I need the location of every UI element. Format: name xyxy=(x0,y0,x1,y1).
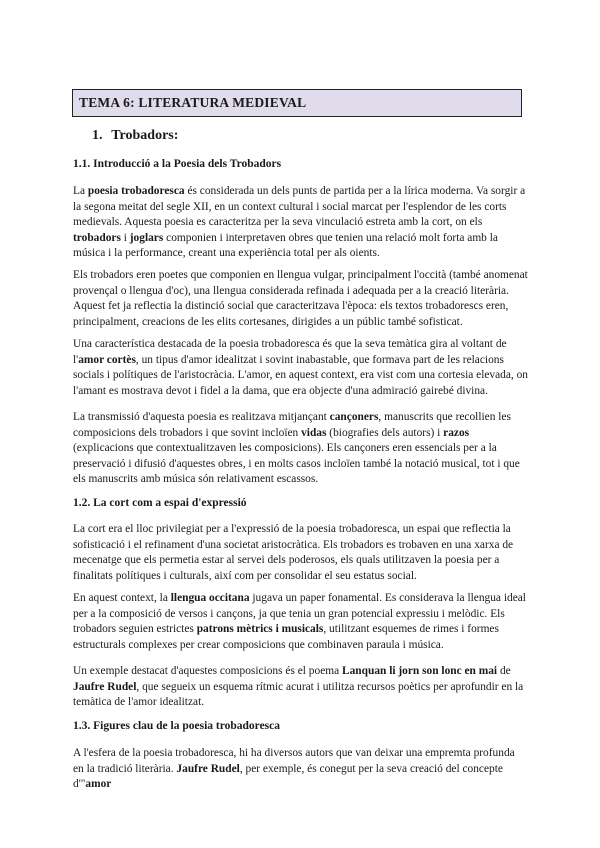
section-number: 1. xyxy=(92,128,103,143)
text-run: , per exemple, és conegut per la seva creació del concepte d'" xyxy=(73,762,503,791)
subheading-figures: 1.3. Figures clau de la poesia trobadoresca xyxy=(73,720,280,732)
text-run: , utilitzant esquemes de rimes i formes estructurals complexes per crear composicions que combinaven paraula i música. xyxy=(73,623,499,651)
subheading-court: 1.2. La cort com a espai d'expressió xyxy=(73,497,247,509)
text-run: , un tipus d'amor idealitzat i sovint inabastable, que formava part de les relacions socials i polítiques de l'aristocràcia. L'amor, en aquest context, era vist com una cortesia elevada, on l'amant es mostrava devot i fidel a la dama, que era objecte d'una admiració gairebé divina. xyxy=(73,353,528,397)
text-run: (biografies dels autors) i xyxy=(326,426,444,439)
topic-title-box xyxy=(72,89,522,117)
bold-term: razos xyxy=(443,426,470,439)
bold-term: patrons mètrics i musicals xyxy=(196,623,324,636)
paragraph-4 xyxy=(73,410,528,488)
bold-term: vidas xyxy=(301,426,327,439)
text-run: componien i interpretaven obres que tenien una relació molt forta amb la música i la performance, creant una experiència total per als oients. xyxy=(73,231,498,260)
bold-term: llengua occitana xyxy=(170,592,250,604)
text-run: , que segueix un esquema rítmic acurat i utilitza recursos poètics per aprofundir en la temàtica de l'amor idealitzat. xyxy=(73,680,524,709)
text-run: La cort era el lloc privilegiat per a l'expressió de la poesia trobadoresca, un espai que reflectia la sofisticació i el refinament d'una societat aristocràtica. Els trobadors es trobaven en una xarxa de mecenatge que els permetia estar al servei dels poderosos, els quals utilitzaven la poesia per a finalitats polítiques i culturals, així com per consolidar el seu estatus social. xyxy=(73,523,514,582)
topic-title: TEMA 6: LITERATURA MEDIEVAL xyxy=(79,95,307,110)
paragraph-6 xyxy=(73,591,528,653)
paragraph-2 xyxy=(73,268,528,330)
text-run: La xyxy=(73,185,88,197)
text-run: , manuscrits que recollien les composicions dels trobadors i que sovint incloïen xyxy=(73,411,511,439)
text-run: Una característica destacada de la poesia trobadoresca és que la seva temàtica gira al voltant de l' xyxy=(73,338,507,366)
bold-term: joglars xyxy=(129,231,164,244)
bold-term: Jaufre Rudel xyxy=(176,762,240,775)
text-run: és considerada un dels punts de partida per a la lírica moderna. Va sorgir a la segona meitat del segle XII, en un context cultural i social marcat per l'esplendor de les corts medievals. Aquesta poesia es caracteritza per la seva vinculació estreta amb la cort, on els xyxy=(73,185,526,229)
paragraph-3 xyxy=(73,337,528,399)
text-run: Els trobadors eren poetes que componien en llengua vulgar, principalment l'occità (també anomenat provençal o llengua d'oc), una llengua considerada refinada i adequada per a la creació literària. Aquest fet ja reflectia la distinció social que caracteritzava l'època: els textos trobadorescs eren, principalment, creacions de les elits cortesanes, dirigides a un públic també sofisticat. xyxy=(73,269,528,328)
bold-term: amor xyxy=(85,778,112,791)
text-run: En aquest context, la xyxy=(73,592,171,604)
text-run: jugava un paper fonamental. Es considerava la llengua ideal per a la composició de versos i cançons, ja que tenia un gran potencial expressiu i melòdic. Els trobadors seguien estrictes xyxy=(73,592,526,636)
section-label: Trobadors: xyxy=(111,128,179,143)
text-run: de xyxy=(497,665,511,677)
text-run: A l'esfera de la poesia trobadoresca, hi ha diversos autors que van deixar una empremta profunda en la tradició literària. xyxy=(73,747,515,775)
section-heading-trobadors xyxy=(92,128,178,144)
paragraph-7 xyxy=(73,664,528,711)
bold-term: Jaufre Rudel xyxy=(73,680,137,693)
text-run: Un exemple destacat d'aquestes composicions és el poema xyxy=(73,665,343,677)
bold-term: Lanquan li jorn son lonc en mai xyxy=(342,665,498,677)
bold-term: poesia trobadoresca xyxy=(87,185,185,197)
paragraph-5 xyxy=(73,522,528,584)
text-run: (explicacions que contextualitzaven les composicions). Els cançoners eren essencials per a la preservació i difusió d'aquestes obres, i en molts casos incloïen també la notació musical, tot i que els manuscrits amb música són relativament escassos. xyxy=(73,442,520,486)
bold-term: amor cortès xyxy=(78,353,136,366)
paragraph-8 xyxy=(73,746,528,793)
text-run: La transmissió d'aquesta poesia es realitzava mitjançant xyxy=(73,411,330,423)
bold-term: trobadors xyxy=(73,231,121,244)
subheading-intro: 1.1. Introducció a la Poesia dels Trobadors xyxy=(73,158,282,170)
paragraph-1 xyxy=(73,184,528,262)
bold-term: cançoners xyxy=(329,411,379,423)
text-run: i xyxy=(120,231,130,244)
